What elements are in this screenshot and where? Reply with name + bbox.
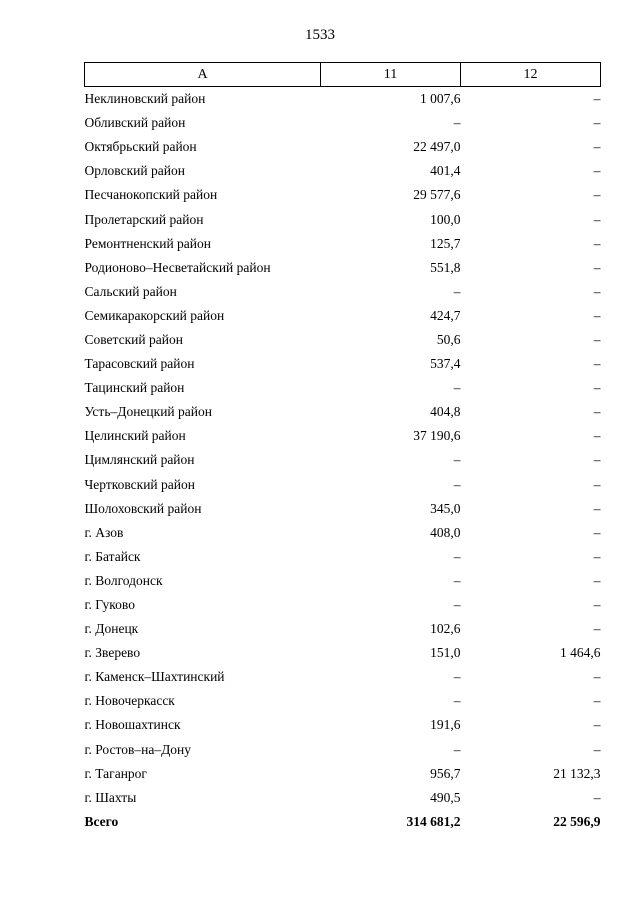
row-col-11-cell: – bbox=[453, 597, 461, 613]
header-col-12: 12 bbox=[461, 63, 601, 87]
table-row bbox=[85, 497, 601, 521]
table-row bbox=[85, 400, 601, 424]
row-col-11-cell: – bbox=[453, 115, 461, 131]
row-col-12-cell: – bbox=[593, 235, 601, 251]
budget-table bbox=[84, 62, 601, 834]
row-name-cell: г. Зверево bbox=[84, 645, 141, 661]
row-col-11-cell: 22 497,0 bbox=[413, 139, 461, 155]
row-name-cell: Тацинский район bbox=[84, 380, 185, 396]
row-name-cell: Тарасовский район bbox=[84, 356, 195, 372]
total-name-cell: Всего bbox=[84, 813, 119, 829]
row-col-11-cell: 100,0 bbox=[430, 211, 461, 227]
row-col-11-cell: – bbox=[453, 693, 461, 709]
row-col-12-cell: – bbox=[593, 404, 601, 420]
row-col-11-cell: 1 007,6 bbox=[420, 91, 461, 107]
table-row bbox=[85, 280, 601, 304]
row-col-11-cell: 551,8 bbox=[430, 259, 461, 275]
total-col-11-cell: 314 681,2 bbox=[406, 813, 461, 829]
row-col-12-cell: – bbox=[593, 356, 601, 372]
row-col-11-cell: 401,4 bbox=[430, 163, 461, 179]
table-row bbox=[85, 183, 601, 207]
table-row bbox=[85, 738, 601, 762]
table-row bbox=[85, 424, 601, 448]
row-col-12-cell: 1 464,6 bbox=[560, 645, 601, 661]
row-col-12-cell: – bbox=[593, 115, 601, 131]
row-col-11-cell: 956,7 bbox=[430, 765, 461, 781]
row-col-12-cell: – bbox=[593, 428, 601, 444]
table-body bbox=[85, 87, 601, 834]
row-col-11-cell: – bbox=[453, 572, 461, 588]
row-name-cell: Сальский район bbox=[84, 283, 177, 299]
table-row bbox=[85, 304, 601, 328]
row-col-11-cell: – bbox=[453, 669, 461, 685]
row-col-11-cell: – bbox=[453, 283, 461, 299]
row-name-cell: Ремонтненский район bbox=[84, 235, 211, 251]
row-name-cell: г. Новошахтинск bbox=[84, 717, 181, 733]
row-col-12-cell: – bbox=[593, 717, 601, 733]
table-row bbox=[85, 689, 601, 713]
table-row bbox=[85, 545, 601, 569]
table-row bbox=[85, 87, 601, 112]
row-col-11-cell: 102,6 bbox=[430, 621, 461, 637]
row-col-11-cell: 424,7 bbox=[430, 307, 461, 323]
row-col-12-cell: – bbox=[593, 307, 601, 323]
row-name-cell: Шолоховский район bbox=[84, 500, 202, 516]
table-row bbox=[85, 521, 601, 545]
row-col-12-cell: – bbox=[593, 139, 601, 155]
row-name-cell: г. Волгодонск bbox=[84, 572, 163, 588]
row-col-12-cell: – bbox=[593, 524, 601, 540]
row-col-11-cell: 125,7 bbox=[430, 235, 461, 251]
row-col-12-cell: – bbox=[593, 380, 601, 396]
table-row bbox=[85, 328, 601, 352]
row-col-12-cell: – bbox=[593, 572, 601, 588]
table-row bbox=[85, 713, 601, 737]
row-col-11-cell: 537,4 bbox=[430, 356, 461, 372]
row-name-cell: Неклиновский район bbox=[84, 91, 206, 107]
row-col-12-cell: – bbox=[593, 187, 601, 203]
table-row bbox=[85, 448, 601, 472]
row-col-12-cell: – bbox=[593, 476, 601, 492]
table-row bbox=[85, 641, 601, 665]
row-col-12-cell: – bbox=[593, 500, 601, 516]
row-col-11-cell: – bbox=[453, 741, 461, 757]
row-name-cell: Пролетарский район bbox=[84, 211, 204, 227]
row-name-cell: г. Батайск bbox=[84, 548, 141, 564]
row-name-cell: Орловский район bbox=[84, 163, 185, 179]
row-col-12-cell: – bbox=[593, 669, 601, 685]
table-row bbox=[85, 159, 601, 183]
row-col-12-cell: – bbox=[593, 452, 601, 468]
row-col-11-cell: 151,0 bbox=[430, 645, 461, 661]
row-name-cell: Советский район bbox=[84, 331, 183, 347]
table-row bbox=[85, 376, 601, 400]
page-number: 1533 bbox=[305, 27, 335, 43]
row-name-cell: Обливский район bbox=[84, 115, 186, 131]
table-row bbox=[85, 617, 601, 641]
table-row bbox=[85, 593, 601, 617]
row-col-12-cell: – bbox=[593, 597, 601, 613]
row-col-11-cell: 37 190,6 bbox=[413, 428, 461, 444]
row-name-cell: г. Новочеркасск bbox=[84, 693, 175, 709]
row-col-12-cell: – bbox=[593, 621, 601, 637]
row-col-12-cell: – bbox=[593, 331, 601, 347]
table-header bbox=[85, 63, 601, 87]
row-col-12-cell: – bbox=[593, 789, 601, 805]
row-col-11-cell: – bbox=[453, 548, 461, 564]
row-name-cell: г. Каменск–Шахтинский bbox=[84, 669, 225, 685]
row-name-cell: Чертковский район bbox=[84, 476, 195, 492]
row-name-cell: г. Таганрог bbox=[84, 765, 147, 781]
row-name-cell: Целинский район bbox=[84, 428, 186, 444]
row-col-12-cell: – bbox=[593, 741, 601, 757]
row-col-11-cell: – bbox=[453, 452, 461, 468]
total-row bbox=[85, 810, 601, 834]
row-name-cell: Песчанокопский район bbox=[84, 187, 218, 203]
table-row bbox=[85, 786, 601, 810]
row-name-cell: г. Гуково bbox=[84, 597, 135, 613]
table-row bbox=[85, 762, 601, 786]
row-col-11-cell: – bbox=[453, 476, 461, 492]
row-col-11-cell: 345,0 bbox=[430, 500, 461, 516]
table-row bbox=[85, 232, 601, 256]
table-row bbox=[85, 111, 601, 135]
row-col-11-cell: 490,5 bbox=[430, 789, 461, 805]
table-row bbox=[85, 135, 601, 159]
table-row bbox=[85, 665, 601, 689]
row-name-cell: г. Азов bbox=[84, 524, 124, 540]
table-row bbox=[85, 352, 601, 376]
row-col-12-cell: – bbox=[593, 259, 601, 275]
table-row bbox=[85, 256, 601, 280]
row-col-11-cell: 29 577,6 bbox=[413, 187, 461, 203]
row-col-11-cell: 191,6 bbox=[430, 717, 461, 733]
row-col-12-cell: – bbox=[593, 693, 601, 709]
row-name-cell: Семикаракорский район bbox=[84, 307, 225, 323]
table-row bbox=[85, 473, 601, 497]
row-name-cell: Родионово–Несветайский район bbox=[84, 259, 271, 275]
row-col-12-cell: 21 132,3 bbox=[553, 765, 601, 781]
row-col-12-cell: – bbox=[593, 91, 601, 107]
row-name-cell: Цимлянский район bbox=[84, 452, 195, 468]
row-col-11-cell: 408,0 bbox=[430, 524, 461, 540]
row-name-cell: г. Ростов–на–Дону bbox=[84, 741, 192, 757]
row-name-cell: Октябрьский район bbox=[84, 139, 197, 155]
header-col-a: А bbox=[85, 63, 321, 87]
row-col-12-cell: – bbox=[593, 211, 601, 227]
table-row bbox=[85, 207, 601, 231]
row-col-12-cell: – bbox=[593, 548, 601, 564]
row-col-11-cell: 404,8 bbox=[430, 404, 461, 420]
row-name-cell: Усть–Донецкий район bbox=[84, 404, 212, 420]
header-row bbox=[85, 63, 601, 87]
row-col-12-cell: – bbox=[593, 163, 601, 179]
row-col-12-cell: – bbox=[593, 283, 601, 299]
row-col-11-cell: 50,6 bbox=[436, 331, 461, 347]
row-name-cell: г. Донецк bbox=[84, 621, 139, 637]
total-col-12-cell: 22 596,9 bbox=[553, 813, 601, 829]
row-col-11-cell: – bbox=[453, 380, 461, 396]
table-row bbox=[85, 569, 601, 593]
row-name-cell: г. Шахты bbox=[84, 789, 137, 805]
header-col-11: 11 bbox=[321, 63, 461, 87]
